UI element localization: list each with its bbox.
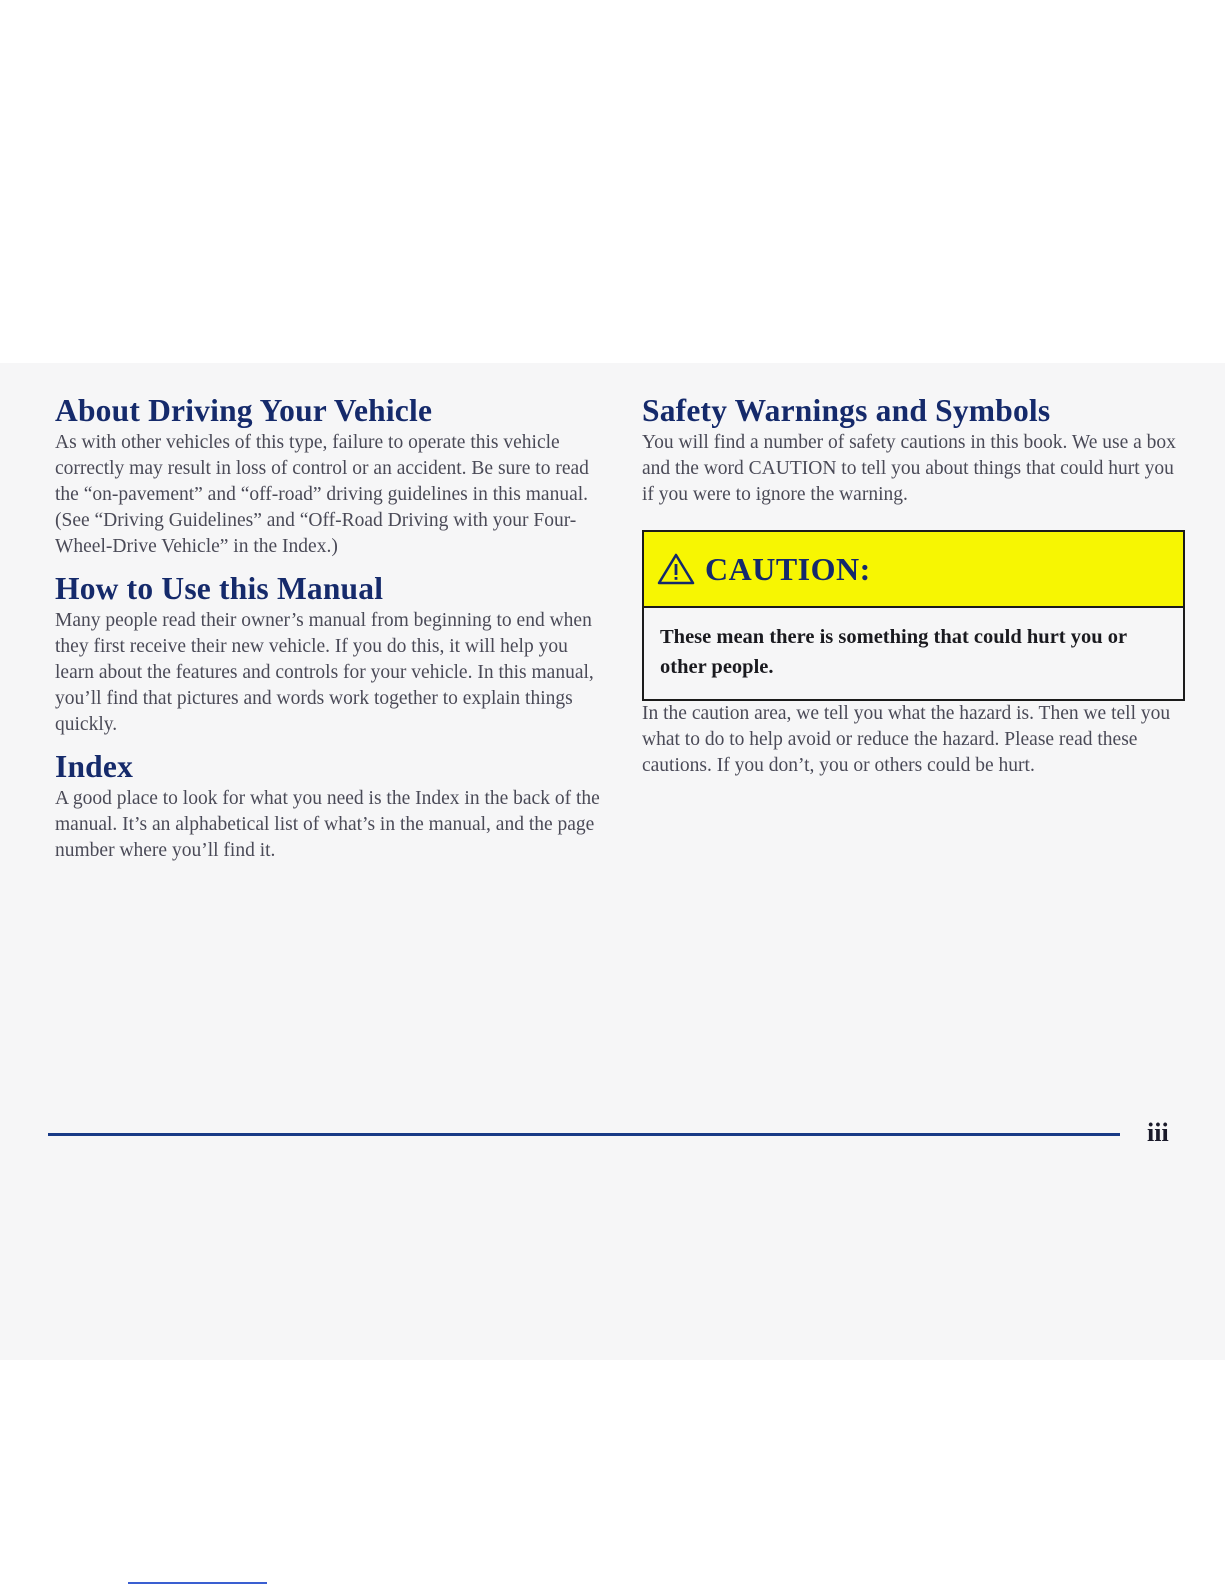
bottom-link-underline	[128, 1582, 267, 1584]
caution-header	[644, 532, 1183, 608]
how-to-use-heading: How to Use this Manual	[55, 571, 384, 606]
safety-warnings-text: You will find a number of safety cautions in this book. We use a box and the word CAUTION to tell you about things that could hurt you if you were to ignore the warning.	[642, 432, 1176, 505]
caution-explanation-text: In the caution area, we tell you what the hazard is. Then we tell you what to do to help avoid or reduce the hazard. Please read these cautions. If you don’t, you or others could be hurt.	[642, 703, 1171, 776]
warning-triangle-icon	[657, 552, 695, 586]
left-column	[55, 392, 605, 864]
right-column	[642, 392, 1187, 779]
caution-text: These mean there is something that could hurt you or other people.	[660, 626, 1127, 678]
index-text: A good place to look for what you need is the Index in the back of the manual. It’s an alphabetical list of what’s in the manual, and the page number where you’ll find it.	[55, 788, 600, 861]
page-number: iii	[1147, 1118, 1169, 1147]
about-driving-text: As with other vehicles of this type, failure to operate this vehicle correctly may result in loss of control or an accident. Be sure to read the “on-pavement” and “off-road” driving guidelines in this manual. (See “Driving Guidelines” and “Off-Road Driving with your Four-Wheel-Drive Vehicle” in the Index.)	[55, 432, 589, 557]
caution-box	[642, 530, 1185, 701]
caution-title: CAUTION:	[705, 550, 871, 587]
how-to-use-text: Many people read their owner’s manual from beginning to end when they first receive their new vehicle. If you do this, it will help you learn about the features and controls for your vehicle. In this manual, you’ll find that pictures and words work together to explain things quickly.	[55, 610, 594, 735]
footer-rule	[48, 1133, 1120, 1136]
index-heading: Index	[55, 749, 134, 784]
safety-warnings-heading: Safety Warnings and Symbols	[642, 393, 1051, 428]
about-driving-heading: About Driving Your Vehicle	[55, 393, 433, 428]
